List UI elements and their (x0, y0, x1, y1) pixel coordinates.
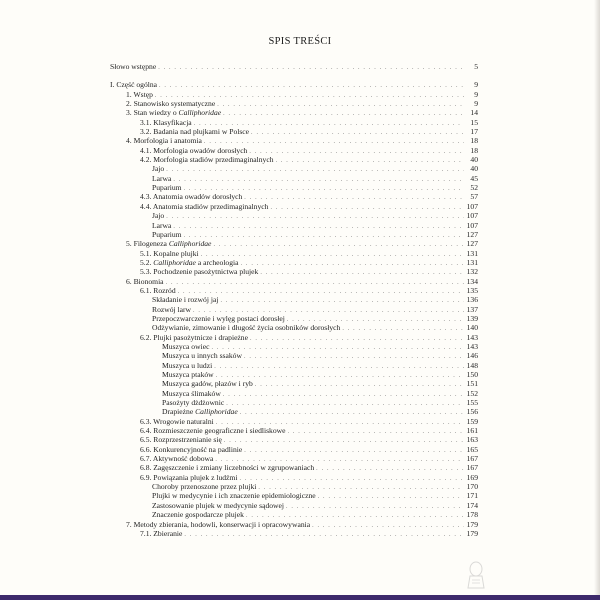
toc-entry-text (126, 520, 310, 529)
toc-page-number: 136 (466, 295, 478, 305)
toc-entry-label: Puparium (152, 229, 182, 239)
toc-page-number: 107 (466, 211, 478, 221)
leader-dots (244, 194, 464, 203)
toc-entry-label: Jajo (152, 211, 165, 221)
toc-entry-text (140, 118, 192, 127)
toc-page-number: 9 (474, 89, 478, 99)
toc-entry-label: Larwa (152, 173, 172, 183)
toc-entry-number: 4.2. (140, 155, 154, 165)
toc-page-number: 174 (466, 500, 478, 510)
toc-entry-text (152, 482, 256, 491)
toc-entry-number: 6.1. (140, 285, 154, 295)
toc-entry-label: Zastosowanie plujek w medycynie sądowej (152, 500, 285, 510)
toc-page-number: 40 (470, 155, 478, 165)
toc-entry-number: 6.4. (140, 426, 154, 436)
toc-entry[interactable] (110, 136, 478, 145)
leader-dots (244, 353, 464, 362)
toc-entry-text (162, 398, 224, 407)
toc-entry-text (162, 351, 242, 360)
toc-entry-number: 6.7. (140, 454, 153, 464)
toc-entry-number: 4. (126, 136, 134, 146)
toc-entry[interactable] (110, 155, 478, 164)
toc-entry-label: Muszyca ptaków (162, 370, 214, 379)
toc-entry-number: 1. (126, 89, 134, 99)
toc-entry-text (140, 333, 248, 342)
toc-page-number: 18 (470, 136, 478, 146)
toc-entry-text (162, 342, 209, 351)
leader-dots (251, 129, 464, 138)
toc-entry-label: Składanie i rozwój jaj (152, 295, 219, 305)
toc-entry-label: Metody zbierania, hodowli, konserwacji i opracowywania (133, 519, 311, 529)
toc-foreword[interactable] (110, 62, 478, 71)
leader-dots (288, 428, 465, 437)
toc-page-number: 127 (466, 229, 478, 239)
toc-entry[interactable] (110, 80, 478, 89)
leader-dots (184, 232, 464, 241)
toc-entry[interactable] (110, 407, 478, 416)
toc-entry-text (140, 417, 214, 426)
toc-entry[interactable] (110, 164, 478, 173)
toc-entry[interactable] (110, 342, 478, 351)
leader-dots (270, 204, 464, 213)
table-of-contents (110, 62, 478, 538)
leader-dots (316, 465, 464, 474)
toc-entry[interactable] (110, 146, 478, 155)
toc-entry-label: Muszyca gadów, płazów i ryb (162, 379, 253, 389)
leader-dots (166, 213, 464, 222)
toc-entry-text (152, 230, 182, 239)
toc-entry-text (126, 108, 221, 117)
toc-entry-label: Rozmieszczenie geograficzne i siedliskowe (153, 426, 286, 436)
toc-entry-text (152, 323, 340, 332)
toc-entry-label: Wrogowie naturalni (153, 416, 214, 426)
toc-entry-label: Filogeneza (133, 239, 169, 249)
leader-dots (239, 475, 464, 484)
toc-entry-label: Pochodzenie pasożytnictwa plujek (153, 267, 259, 277)
toc-entry-label: Muszyca ślimaków (162, 388, 221, 398)
toc-entry-label: Odżywianie, zimowanie i długość życia osobników dorosłych (152, 323, 341, 333)
leader-dots (166, 279, 464, 288)
toc-entry-text (162, 379, 253, 388)
toc-page-number: 167 (466, 454, 478, 464)
toc-entry-number: 6. (126, 276, 134, 286)
toc-entry-label: Powiązania plujek z ludźmi (153, 472, 238, 482)
toc-page-number: 57 (470, 192, 478, 202)
toc-page-number: 107 (466, 220, 478, 230)
toc-entry[interactable] (110, 361, 478, 370)
leader-dots (173, 223, 464, 232)
toc-entry-label: Plujki pasożytnicze i drapieżne (153, 332, 248, 342)
toc-entry[interactable] (110, 445, 478, 454)
toc-entry-number: 6.3. (140, 416, 154, 426)
toc-page-number: 15 (470, 117, 478, 127)
leader-dots (241, 260, 464, 269)
toc-entry-label: Stanowisko systematyczne (133, 99, 216, 109)
toc-entry-number: 4.4. (140, 201, 153, 211)
toc-entry-text (152, 314, 285, 323)
leader-dots (173, 176, 464, 185)
toc-entry[interactable] (110, 491, 478, 500)
toc-page-number: 179 (466, 519, 478, 529)
toc-entry-text (152, 295, 218, 304)
toc-page-number: 156 (466, 407, 478, 417)
toc-entry-label-suffix: a archeologia (195, 257, 239, 267)
toc-entry-text (140, 286, 176, 295)
toc-entry-text (140, 435, 222, 444)
toc-entry-label: Anatomia owadów dorosłych (152, 192, 243, 202)
toc-entry-label: Wstęp (133, 89, 153, 99)
toc-entry-text (140, 192, 242, 201)
toc-entry-number: 4.1. (140, 145, 154, 155)
toc-entry-text (140, 454, 213, 463)
page-title: SPIS TREŚCI (268, 36, 332, 47)
toc-entry-number: 3.2. (140, 127, 154, 137)
leader-dots (250, 335, 464, 344)
toc-entry-label: Stan wiedzy o (133, 108, 179, 118)
toc-page-number: 139 (466, 313, 478, 323)
toc-entry-label: Muszyca owiec (162, 341, 210, 351)
toc-entry-label: Aktywność dobowa (152, 454, 214, 464)
toc-page-number: 178 (466, 510, 478, 520)
toc-page-number: 45 (470, 173, 478, 183)
toc-entry-text (140, 529, 182, 538)
toc-entry-label: Badania nad plujkami w Polsce (153, 127, 250, 137)
toc-entry[interactable] (110, 286, 478, 295)
toc-page-number: 151 (466, 379, 478, 389)
toc-page-number: 52 (470, 183, 478, 193)
toc-entry[interactable] (110, 463, 478, 472)
toc-page-number: 14 (470, 108, 478, 118)
toc-entry-number: 6.8. (140, 463, 154, 473)
leader-dots (178, 288, 464, 297)
leader-dots (214, 363, 464, 372)
toc-entry-text (152, 221, 171, 230)
toc-entry-label: Drapieżne (162, 407, 196, 417)
toc-page-number: 169 (466, 472, 478, 482)
toc-entry-number: 6.5. (140, 435, 154, 445)
toc-entry-text (152, 164, 164, 173)
toc-page-number: 165 (466, 444, 478, 454)
toc-page-number: 152 (466, 388, 478, 398)
toc-entry-taxon: Calliphoridae (178, 108, 222, 118)
toc-entry-number: 5. (126, 239, 134, 249)
toc-entry[interactable] (110, 295, 478, 304)
toc-entry[interactable] (110, 305, 478, 314)
toc-entry-text (152, 211, 164, 220)
toc-page-number: 40 (470, 164, 478, 174)
toc-page-number: 135 (466, 285, 478, 295)
toc-page-number: 18 (470, 145, 478, 155)
leader-dots (201, 251, 464, 260)
toc-entry[interactable] (110, 202, 478, 211)
toc-page-number: 107 (466, 201, 478, 211)
toc-entry-number: 3. (126, 108, 134, 118)
page-edge-shadow (594, 0, 600, 600)
toc-entry[interactable] (110, 529, 478, 538)
toc-page-number: 148 (466, 360, 478, 370)
toc-page-number: 150 (466, 370, 478, 379)
toc-entry-text (126, 277, 164, 286)
leader-dots (244, 447, 464, 456)
toc-entry-number: 6.6. (140, 444, 154, 454)
toc-entry-number: 5.3. (140, 267, 154, 277)
toc-entry-label: Anatomia stadiów przedimaginalnych (152, 201, 269, 211)
toc-entry-text (162, 407, 238, 416)
toc-page-number: 9 (474, 99, 478, 109)
leader-dots (223, 391, 464, 400)
toc-entry-text (140, 267, 258, 276)
toc-entry-label: Rozwój larw (152, 304, 192, 314)
toc-entry[interactable] (110, 108, 478, 117)
toc-entry-text (140, 426, 286, 435)
leader-dots (255, 381, 464, 390)
toc-page-number: 146 (466, 351, 478, 361)
leader-dots (224, 437, 464, 446)
toc-entry[interactable] (110, 435, 478, 444)
leader-dots (312, 522, 464, 531)
toc-entry[interactable] (110, 174, 478, 183)
toc-entry-text (162, 389, 221, 398)
leader-dots (226, 400, 464, 409)
toc-page-number: 161 (466, 426, 478, 436)
leader-dots (211, 344, 464, 353)
toc-entry-number: 7.1. (140, 528, 154, 538)
toc-page-number: 5 (474, 62, 478, 71)
toc-entry-text (140, 249, 199, 258)
toc-entry-text (162, 361, 212, 370)
toc-entry-label: Bionomia (133, 276, 164, 286)
toc-entry-label: Zagęszczenie i zmiany liczebności w zgrupowaniach (153, 463, 315, 473)
toc-entry-text (140, 258, 239, 267)
toc-entry-text (126, 136, 202, 145)
toc-entry-label: Przepoczwarczenie i wylęg postaci dorosłej (152, 313, 285, 323)
toc-page-number: 134 (466, 276, 478, 286)
toc-entry[interactable] (110, 183, 478, 192)
toc-entry-text (140, 473, 237, 482)
toc-entry-taxon: Calliphoridae (168, 239, 212, 249)
toc-entry[interactable] (110, 510, 478, 519)
toc-entry-label: Kopalne plujki (153, 248, 199, 258)
toc-entry-text (152, 501, 284, 510)
leader-dots (260, 269, 464, 278)
toc-entry[interactable] (110, 230, 478, 239)
toc-entry-label: Muszyca u ludzi (162, 360, 213, 370)
toc-entry[interactable] (110, 370, 478, 379)
toc-entry[interactable] (110, 473, 478, 482)
toc-entry[interactable] (110, 520, 478, 529)
toc-entry-text (152, 174, 171, 183)
toc-entry[interactable] (110, 333, 478, 342)
leader-dots (220, 297, 464, 306)
toc-entry-taxon: Calliphoridae (153, 257, 196, 267)
toc-entry-label: Jajo (152, 164, 165, 174)
toc-page-number: 171 (466, 491, 478, 501)
toc-entry-label: Rozprzestrzenianie się (153, 435, 222, 445)
toc-entry-text (152, 305, 191, 314)
toc-entry-label: Choroby przenoszone przez plujki (152, 482, 257, 492)
leader-dots (240, 409, 464, 418)
toc-page-number: 17 (470, 127, 478, 137)
leader-dots (223, 110, 464, 119)
toc-page-number: 127 (466, 239, 478, 249)
leader-dots (286, 503, 464, 512)
library-stamp-icon (462, 560, 490, 590)
toc-entry-label: Plujki w medycynie i ich znaczenie epidemiologiczne (152, 491, 316, 501)
toc-entry[interactable] (110, 454, 478, 463)
toc-page-number: 170 (466, 482, 478, 492)
toc-entry[interactable] (110, 249, 478, 258)
toc-entry[interactable] (110, 417, 478, 426)
toc-entry-label: Morfologia owadów dorosłych (153, 145, 248, 155)
toc-entry-label: Rozród (153, 285, 176, 295)
toc-entry-number: 7. (126, 519, 134, 529)
toc-page-number: 155 (466, 398, 478, 408)
toc-entry-text: Słowo wstępne (110, 62, 157, 71)
toc-page-number: 131 (466, 248, 478, 258)
toc-entry-number: 3.1. (140, 117, 154, 127)
toc-entry[interactable] (110, 426, 478, 435)
toc-entry[interactable] (110, 323, 478, 332)
toc-page-number: 137 (466, 304, 478, 314)
toc-page-number: 163 (466, 435, 478, 445)
toc-entry[interactable] (110, 398, 478, 407)
toc-entry-label: Część ogólna (116, 80, 158, 90)
toc-entry-number: 5.1. (140, 248, 154, 258)
toc-entry-taxon: Calliphoridae (195, 407, 238, 417)
toc-entry-text (152, 183, 182, 192)
toc-entry-label: Muszyca u innych ssaków (162, 351, 242, 361)
toc-page-number: 167 (466, 463, 478, 473)
toc-entry-number: 6.9. (140, 472, 154, 482)
toc-page-number: 131 (466, 257, 478, 267)
toc-entry[interactable] (110, 239, 478, 248)
toc-entry[interactable] (110, 379, 478, 388)
toc-page-number: 179 (466, 528, 478, 538)
toc-entry-number: 5.2. (140, 257, 154, 267)
toc-entry[interactable] (110, 277, 478, 286)
toc-page-number: 143 (466, 332, 478, 342)
leader-dots (213, 241, 464, 250)
toc-entry[interactable] (110, 127, 478, 136)
toc-entry[interactable] (110, 314, 478, 323)
leader-dots (166, 166, 464, 175)
toc-entry[interactable] (110, 99, 478, 108)
toc-entry[interactable] (110, 258, 478, 267)
toc-page-number: 132 (466, 267, 478, 277)
toc-entry[interactable] (110, 118, 478, 127)
toc-entry-number: 2. (126, 99, 134, 109)
toc-entry-text (140, 445, 242, 454)
toc-page-number: 9 (474, 80, 478, 90)
toc-entry-text (110, 80, 157, 89)
toc-entry-text (140, 127, 249, 136)
leader-dots (318, 493, 464, 502)
toc-page-number: 140 (466, 323, 478, 333)
toc-entry-label: Puparium (152, 183, 182, 193)
toc-entry-label: Larwa (152, 220, 172, 230)
toc-entry-text (152, 510, 244, 519)
toc-entry-label: Konkurencyjność na padlinie (153, 444, 243, 454)
toc-entry-text (140, 146, 247, 155)
leader-dots (276, 157, 465, 166)
toc-entry-text (162, 370, 214, 379)
toc-entry-label: Zbieranie (153, 528, 183, 538)
toc-entry[interactable] (110, 351, 478, 360)
toc-entry[interactable] (110, 211, 478, 220)
leader-dots (342, 325, 464, 334)
toc-entry-text (126, 99, 215, 108)
leader-dots (158, 64, 464, 73)
toc-entry-text (140, 463, 314, 472)
toc-entry-label: Morfologia i anatomia (133, 136, 202, 146)
toc-entry[interactable] (110, 221, 478, 230)
leader-dots (249, 148, 464, 157)
toc-page-number: 159 (466, 416, 478, 426)
leader-dots (217, 101, 464, 110)
toc-page-number: 143 (466, 341, 478, 351)
toc-entry-text (126, 90, 153, 99)
toc-entry-text (126, 239, 211, 248)
toc-entry-number: 4.3. (140, 192, 153, 202)
toc-entry[interactable] (110, 389, 478, 398)
toc-entry-text (152, 491, 316, 500)
toc-entry-text (140, 155, 274, 164)
toc-entry-label: Klasyfikacja (153, 117, 192, 127)
leader-dots (159, 82, 464, 91)
toc-entry-label: Znaczenie gospodarcze plujek (152, 510, 244, 520)
toc-entry-label: Pasożyty dżdżownic (162, 398, 225, 408)
toc-entry[interactable] (110, 501, 478, 510)
cover-edge-band (0, 595, 600, 600)
toc-entry-label: Morfologia stadiów przedimaginalnych (153, 155, 274, 165)
toc-entry[interactable] (110, 90, 478, 99)
toc-entry-number: 6.2. (140, 332, 154, 342)
toc-entry-text (140, 202, 268, 211)
toc-entry[interactable] (110, 192, 478, 201)
leader-dots (184, 531, 464, 540)
toc-entry-number: I. (110, 80, 117, 90)
toc-entry[interactable] (110, 267, 478, 276)
toc-entry[interactable] (110, 482, 478, 491)
